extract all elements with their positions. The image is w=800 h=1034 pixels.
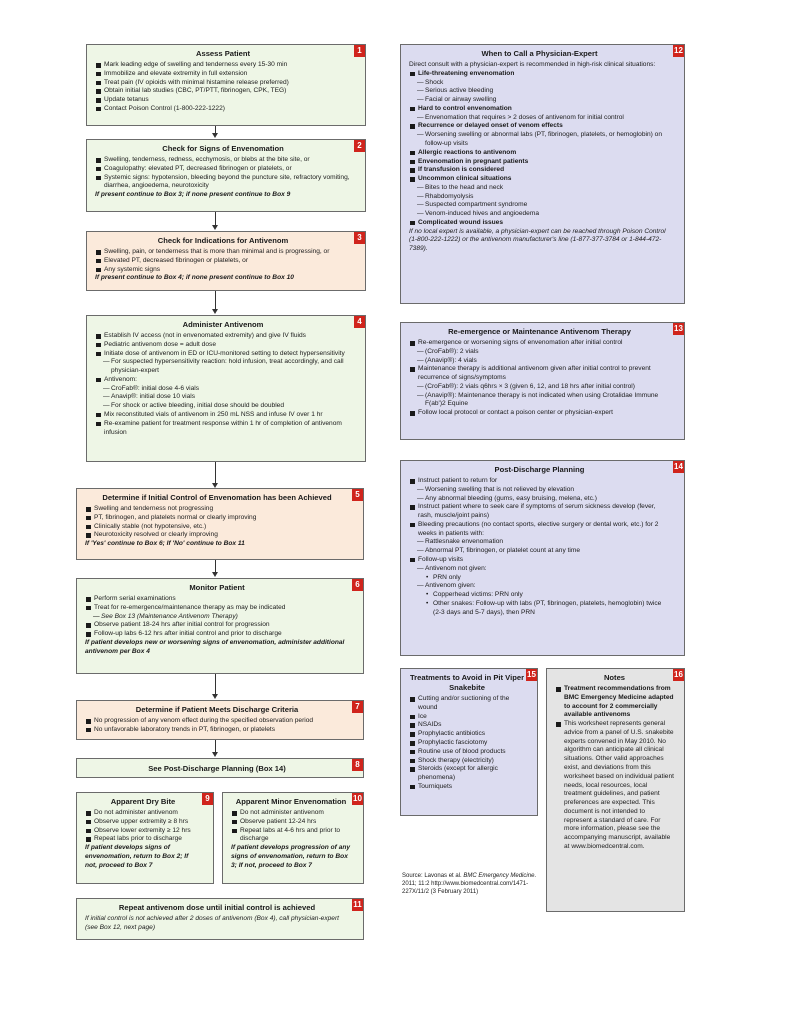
list-item: Steroids (except for allergic phenomena): [409, 765, 525, 783]
sub-item: — Envenomation that requires > 2 doses of antivenom for initial control: [409, 114, 670, 123]
list-item: Swelling, pain, or tenderness that is more than minimal and is progressing, or: [95, 248, 351, 257]
sub-item: — (CroFab®): 2 vials q6hrs × 3 (given 6, 12, and 18 hrs after initial control): [409, 383, 670, 392]
sub-sub-item: • Other snakes: Follow-up with labs (PT, fibrinogen, platelets, hemoglobin) twice (2-3 days and 5-7 days), then PRN: [409, 600, 670, 618]
list-item: Treat for re-emergence/maintenance therapy as may be indicated: [85, 604, 349, 613]
box-number: 6: [352, 579, 363, 591]
box-number: 4: [354, 316, 365, 328]
list-item: Contact Poison Control (1-800-222-1222): [95, 105, 351, 114]
list-item: Instruct patient to return for: [409, 477, 670, 486]
box-footer: If patient develops progression of any signs of envenomation, return to Box 3; If not, proceed to Box 7: [231, 844, 351, 869]
box-number: 10: [353, 794, 362, 803]
list-item: Pediatric antivenom dose = adult dose: [95, 341, 351, 350]
list-item: Follow-up visits: [409, 556, 670, 565]
list-item: Update tetanus: [95, 96, 351, 105]
box-title: Apparent Dry Bite: [110, 797, 176, 806]
box-footer: If patient develops new or worsening signs of envenomation, administer additional antivenom per Box 4: [85, 638, 345, 655]
list-item: Swelling and tenderness not progressing: [85, 505, 349, 514]
list-item: Follow local protocol or contact a poison center or physician-expert: [409, 409, 670, 418]
box-8-see-post-discharge: [76, 758, 364, 778]
box-number: 15: [527, 670, 536, 679]
list-item: Do not administer antivenom: [85, 809, 201, 818]
list-item: Initiate dose of antivenom in ED or ICU-monitored setting to detect hypersensitivity: [95, 350, 351, 359]
list-item: Any systemic signs: [95, 266, 351, 275]
list-item: Re-examine patient for treatment response within 1 hr of completion of antivenom infusion: [95, 420, 351, 438]
sub-item: — Antivenom not given:: [409, 565, 670, 574]
list-item: If transfusion is considered: [409, 166, 670, 175]
box-15-treatments-to-avoid: [400, 668, 538, 816]
list-item: Obtain initial lab studies (CBC, PT/PTT, fibrinogen, CPK, TEG): [95, 87, 351, 96]
box-footer: If 'Yes' continue to Box 6; If 'No' continue to Box 11: [85, 540, 245, 548]
sub-item: — (CroFab®): 2 vials: [409, 348, 670, 357]
sub-item: — Suspected compartment syndrome: [409, 201, 670, 210]
box-9-apparent-dry-bite: [76, 792, 214, 884]
list-item: Coagulopathy: elevated PT, decreased fibrinogen or platelets, or: [95, 165, 351, 174]
list-item: Mix reconstituted vials of antivenom in 250 mL NSS and infuse IV over 1 hr: [95, 411, 351, 420]
box-number: 11: [353, 900, 362, 909]
list-item: Swelling, tenderness, redness, ecchymosis, or blebs at the bite site, or: [95, 156, 351, 165]
sub-item: — (Anavip®): 4 vials: [409, 357, 670, 366]
box-title: Repeat antivenom dose until initial control is achieved: [118, 903, 316, 912]
sub-item: — Shock: [409, 79, 670, 88]
list-item: Systemic signs: hypotension, bleeding beyond the puncture site, refractory vomiting, diarrhea, angioedema, neurotoxicity: [95, 174, 351, 192]
list-item: Repeat labs at 4-6 hrs and prior to discharge: [231, 827, 351, 845]
list-item: Observe patient 18-24 hrs after initial control for progression: [85, 621, 349, 630]
box-number: 1: [354, 45, 365, 57]
list-item: NSAIDs: [409, 721, 525, 730]
list-item: Immobilize and elevate extremity in full extension: [95, 70, 351, 79]
box-16-notes: [546, 668, 685, 912]
sub-item: — Bites to the head and neck: [409, 184, 670, 193]
sub-item: — For shock or active bleeding, initial dose should be doubled: [95, 402, 351, 411]
list-item: Observe patient 12-24 hrs: [231, 818, 351, 827]
list-item: Allergic reactions to antivenom: [409, 149, 670, 158]
box-2-signs-of-envenomation: [86, 139, 366, 212]
sub-item: — Venom-induced hives and angioedema: [409, 210, 670, 219]
box-title: Treatments to Avoid in Pit Viper Snakebite: [409, 673, 525, 693]
box-6-monitor-patient: [76, 578, 364, 674]
source-journal: BMC Emergency Medicine: [463, 873, 535, 879]
box-5-initial-control: [76, 488, 364, 560]
box-14-post-discharge-planning: [400, 460, 685, 656]
box-title: Administer Antivenom: [182, 320, 264, 329]
box-number: 5: [352, 489, 363, 501]
list-item: Clinically stable (not hypotensive, etc.): [85, 523, 349, 532]
sub-item: — CroFab®: initial dose 4-6 vials: [95, 385, 351, 394]
sub-item: — See Box 13 (Maintenance Antivenom Therapy): [85, 613, 349, 622]
sub-item: — Anavip®: initial dose 10 vials: [95, 393, 351, 402]
box-11-repeat-antivenom: [76, 898, 364, 940]
box-12-physician-expert: [400, 44, 685, 304]
list-item: This worksheet represents general advice from a panel of U.S. snakebite experts convened in May 2010. No algorithm can anticipate all clinical situations. Other valid approaches exist, and deviations from this worksheet based on individual patient needs, local resources, local treatment guidelines, and patient preferences are expected. This document is not intended to represent a standard of care. For more information, please see the accompanying manuscript, available at www.biomedcentral.com.: [555, 720, 674, 851]
box-title: Check for Signs of Envenomation: [162, 144, 284, 153]
list-item: No unfavorable laboratory trends in PT, fibrinogen, or platelets: [85, 726, 349, 735]
list-item: Neurotoxicity resolved or clearly improving: [85, 531, 349, 540]
box-number: 7: [352, 701, 363, 713]
sub-item: — Any abnormal bleeding (gums, easy bruising, melena, etc.): [409, 495, 670, 504]
list-item: Life-threatening envenomation: [409, 70, 670, 79]
list-item: Establish IV access (not in envenomated extremity) and give IV fluids: [95, 332, 351, 341]
box-title: Determine if Initial Control of Envenomation has been Achieved: [102, 493, 332, 502]
sub-item: — Serious active bleeding: [409, 87, 670, 96]
box-title: Monitor Patient: [189, 583, 245, 592]
list-item: Recurrence or delayed onset of venom effects: [409, 122, 670, 131]
source-suffix: . 2011; 11:2 http://www.biomedcentral.com/1471-227X/11/2 (3 February 2011): [402, 873, 537, 896]
list-item: Instruct patient where to seek care if symptoms of serum sickness develop (fever, rash, muscle/joint pains): [409, 503, 670, 521]
list-item: Prophylactic fasciotomy: [409, 739, 525, 748]
box-title: Re-emergence or Maintenance Antivenom Therapy: [448, 327, 631, 336]
list-item: Bleeding precautions (no contact sports, elective surgery or dental work, etc.) for 2 weeks in patients with:: [409, 521, 670, 539]
sub-item: — Rattlesnake envenomation: [409, 538, 670, 547]
box-title: See Post-Discharge Planning (Box 14): [148, 764, 286, 773]
box-number: 16: [674, 670, 683, 679]
list-item: Repeat labs prior to discharge: [85, 835, 201, 844]
box-title: Determine if Patient Meets Discharge Criteria: [135, 705, 299, 714]
list-item: Elevated PT, decreased fibrinogen or platelets, or: [95, 257, 351, 266]
box-title: Apparent Minor Envenomation: [235, 797, 347, 806]
box-3-indications-for-antivenom: [86, 231, 366, 291]
list-item: No progression of any venom effect during the specified observation period: [85, 717, 349, 726]
list-item: Complicated wound issues: [409, 219, 670, 228]
list-item: Follow-up labs 6-12 hrs after initial control and prior to discharge: [85, 630, 349, 639]
box-intro: Direct consult with a physician-expert is recommended in high-risk clinical situations:: [409, 61, 656, 69]
list-item: Uncommon clinical situations: [409, 175, 670, 184]
box-number: 2: [354, 140, 365, 152]
box-footer: If present continue to Box 3; if none present continue to Box 9: [95, 191, 291, 199]
list-item: Perform serial examinations: [85, 595, 349, 604]
box-footer: If present continue to Box 4; if none present continue to Box 10: [95, 274, 294, 282]
list-item: Routine use of blood products: [409, 748, 525, 757]
sub-sub-item: • Copperhead victims: PRN only: [409, 591, 670, 600]
list-item: Mark leading edge of swelling and tenderness every 15-30 min: [95, 61, 351, 70]
box-title: Check for Indications for Antivenom: [157, 236, 289, 245]
box-1-assess-patient: [86, 44, 366, 126]
list-item: Prophylactic antibiotics: [409, 730, 525, 739]
sub-item: — Antivenom given:: [409, 582, 670, 591]
sub-item: — Worsening swelling or abnormal labs (PT, fibrinogen, platelets, or hemoglobin) on follow-up visits: [409, 131, 670, 149]
list-item: Treat pain (IV opioids with minimal histamine release preferred): [95, 79, 351, 88]
list-item: Ice: [409, 713, 525, 722]
sub-item: — Abnormal PT, fibrinogen, or platelet count at any time: [409, 547, 670, 556]
box-13-maintenance-therapy: [400, 322, 685, 440]
box-number: 12: [674, 46, 683, 55]
list-item: PT, fibrinogen, and platelets normal or clearly improving: [85, 514, 349, 523]
box-title: Assess Patient: [195, 49, 251, 58]
source-citation: [402, 872, 540, 896]
box-4-administer-antivenom: [86, 315, 366, 462]
box-number: 14: [674, 462, 683, 471]
box-10-apparent-minor-envenomation: [222, 792, 364, 884]
list-item: Antivenom:: [95, 376, 351, 385]
box-footer: If patient develops signs of envenomation, return to Box 2; If not, proceed to Box 7: [85, 844, 189, 869]
box-outro: If no local expert is available, a physician-expert can be reached through Poison Control (1-800-222-1222) or the antivenom manufacturer's line (1-877-377-3784 or 1-844-472-7389).: [409, 227, 666, 253]
sub-item: — Rhabdomyolysis: [409, 193, 670, 202]
list-item: Hard to control envenomation: [409, 105, 670, 114]
box-7-discharge-criteria: [76, 700, 364, 740]
sub-item: — For suspected hypersensitivity reaction: hold infusion, treat accordingly, and call physician-expert: [95, 358, 351, 376]
box-title: When to Call a Physician-Expert: [481, 49, 598, 58]
sub-item: — Facial or airway swelling: [409, 96, 670, 105]
list-item: Shock therapy (electricity): [409, 757, 525, 766]
list-item: Treatment recommendations from BMC Emergency Medicine adapted to account for 2 commercially available antivenoms: [555, 685, 674, 720]
source-prefix: Source: Lavonas et al.: [402, 873, 464, 879]
box-title: Notes: [603, 673, 626, 682]
sub-sub-item: • PRN only: [409, 574, 670, 583]
list-item: Envenomation in pregnant patients: [409, 158, 670, 167]
box-text: If initial control is not achieved after 2 doses of antivenom (Box 4), call physician-expert (see Box 12, next page): [85, 915, 339, 931]
box-number: 13: [674, 324, 683, 333]
box-number: 8: [352, 759, 363, 771]
list-item: Observe lower extremity ≥ 12 hrs: [85, 827, 201, 836]
list-item: Do not administer antivenom: [231, 809, 351, 818]
sub-item: — Worsening swelling that is not relieved by elevation: [409, 486, 670, 495]
box-number: 9: [202, 793, 213, 805]
list-item: Cutting and/or suctioning of the wound: [409, 695, 525, 713]
list-item: Re-emergence or worsening signs of envenomation after initial control: [409, 339, 670, 348]
box-title: Post-Discharge Planning: [494, 465, 585, 474]
list-item: Observe upper extremity ≥ 8 hrs: [85, 818, 201, 827]
list-item: Maintenance therapy is additional antivenom given after initial control to prevent recurrence of signs/symptoms: [409, 365, 670, 383]
sub-item: — (Anavip®): Maintenance therapy is not indicated when using Crotalidae Immune F(ab')2 Equine: [409, 392, 670, 410]
list-item: Tourniquets: [409, 783, 525, 792]
box-number: 3: [354, 232, 365, 244]
